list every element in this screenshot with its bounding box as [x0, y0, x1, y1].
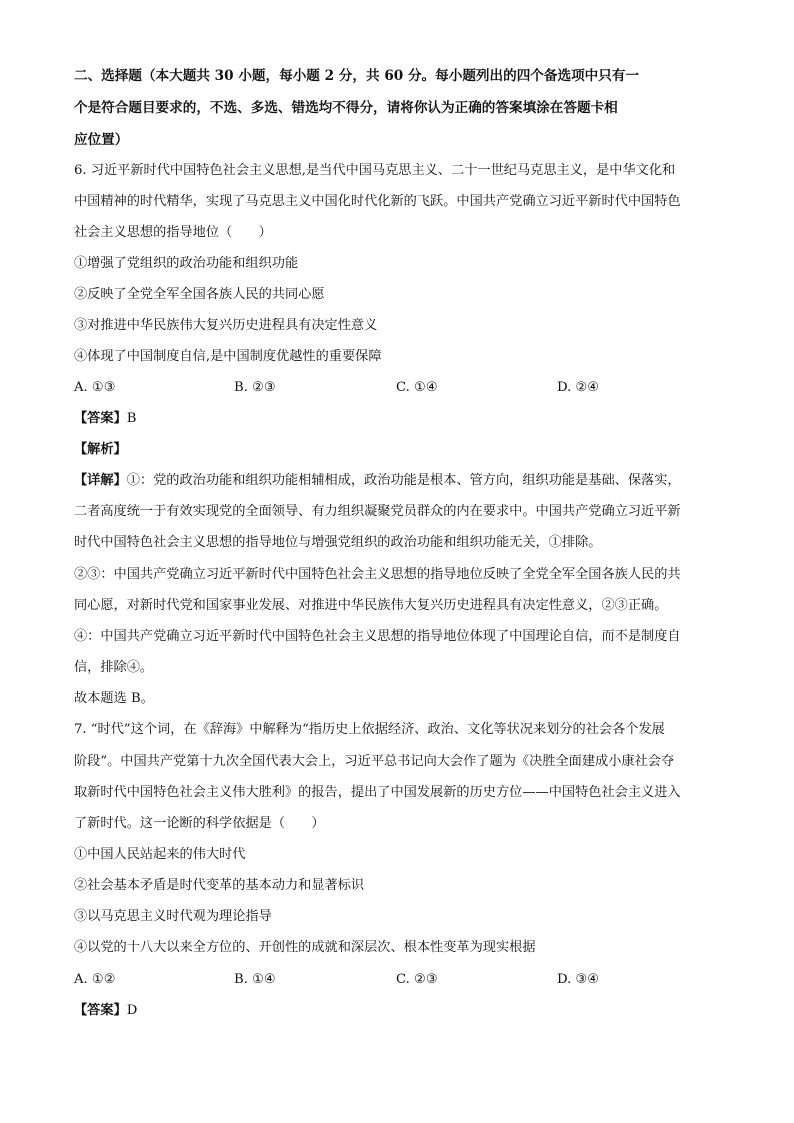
q6-stem-line-2: 中国精神的时代精华，实现了马克思主义中国化时代化新的飞跃。中国共产党确立习近平新时代中国特色: [74, 194, 681, 209]
q7-stem-line-1: 7. “时代”这个词，在《辞海》中解释为“指历史上依据经济、政治、文化等状况来划分的社会各个发展: [74, 722, 665, 737]
q6-detail-line-6: ④：中国共产党确立习近平新时代中国特色社会主义思想的指导地位体现了中国理论自信，而不是制度自: [74, 629, 681, 644]
q7-option-a: A. ①②: [74, 972, 116, 987]
q6-detail-line-7: 信，排除④。: [74, 660, 154, 675]
q7-answer-row: [74, 1001, 734, 1021]
q7-option-c: C. ②③: [396, 972, 438, 987]
q6-option-a: A. ①③: [74, 380, 116, 395]
q7-item-4: ④以党的十八大以来全方位的、开创性的成就和深层次、根本性变革为现实根据: [74, 940, 536, 955]
q6-analysis-row: [74, 440, 734, 460]
q7-answer-tag: 【答案】: [74, 1003, 127, 1018]
q7-answer-value: D: [126, 1003, 138, 1018]
q7-stem-line-4: 了新时代。这一论断的科学依据是（ ）: [74, 816, 325, 831]
q6-item-4: ④体现了中国制度自信,是中国制度优越性的重要保障: [74, 349, 382, 364]
q6-item-3: ③对推进中华民族伟大复兴历史进程具有决定性意义: [74, 318, 378, 333]
q6-detail-line-1: [74, 471, 734, 491]
q6-detail-line-3: 时代中国特色社会主义思想的指导地位与增强党组织的政治功能和组织功能无关，①排除。: [74, 535, 602, 550]
section-header-line-2: 个是符合题目要求的，不选、多选、错选均不得分，请将你认为正确的答案填涂在答题卡相: [74, 100, 618, 116]
q6-option-c: C. ①④: [396, 380, 438, 395]
q7-option-b: B. ①④: [234, 972, 276, 987]
q7-item-1: ①中国人民站起来的伟大时代: [74, 847, 246, 862]
q6-stem-line-1: 6. 习近平新时代中国特色社会主义思想,是当代中国马克思主义、二十一世纪马克思主义，是中华文化和: [74, 163, 676, 178]
q6-option-b: B. ②③: [234, 380, 276, 395]
q7-item-3: ③以马克思主义时代观为理论指导: [74, 909, 272, 924]
q6-detail-line-5: 同心愿，对新时代党和国家事业发展、对推进中华民族伟大复兴历史进程具有决定性意义，②③正确。: [74, 598, 668, 613]
q6-answer-value: B: [126, 411, 137, 426]
q6-detail-tag: 【详解】: [74, 473, 127, 488]
q6-item-1: ①增强了党组织的政治功能和组织功能: [74, 256, 299, 271]
section-header-line-3: 应位置）: [74, 132, 129, 148]
q6-answer-row: [74, 409, 734, 429]
section-header-line-1: 二、选择题（本大题共 30 小题，每小题 2 分，共 60 分。每小题列出的四个备选项中只有一: [74, 68, 640, 84]
q7-stem-line-2: 阶段”。中国共产党第十九次全国代表大会上，习近平总书记向大会作了题为《决胜全面建成小康社会夺: [74, 754, 675, 769]
q6-conclusion: 故本题选 B。: [74, 691, 154, 706]
q6-item-2: ②反映了全党全军全国各族人民的共同心愿: [74, 287, 325, 302]
q6-option-d: D. ②④: [557, 380, 600, 395]
q6-detail-line-4: ②③：中国共产党确立习近平新时代中国特色社会主义思想的指导地位反映了全党全军全国各族人民的共: [74, 567, 681, 582]
q6-detail-text-1: ①：党的政治功能和组织功能相辅相成，政治功能是根本、管方向，组织功能是基础、保落实，: [126, 473, 681, 488]
q6-analysis-tag: 【解析】: [74, 442, 127, 457]
q6-stem-line-3: 社会主义思想的指导地位（ ）: [74, 225, 272, 240]
q7-item-2: ②社会基本矛盾是时代变革的基本动力和显著标识: [74, 878, 365, 893]
q6-answer-tag: 【答案】: [74, 411, 127, 426]
q7-stem-line-3: 取新时代中国特色社会主义伟大胜利》的报告，提出了中国发展新的历史方位——中国特色社会主义进入: [74, 785, 681, 800]
q6-detail-line-2: 二者高度统一于有效实现党的全面领导、有力组织凝聚党员群众的内在要求中。中国共产党确立习近平新: [74, 504, 681, 519]
q7-option-d: D. ③④: [557, 972, 600, 987]
